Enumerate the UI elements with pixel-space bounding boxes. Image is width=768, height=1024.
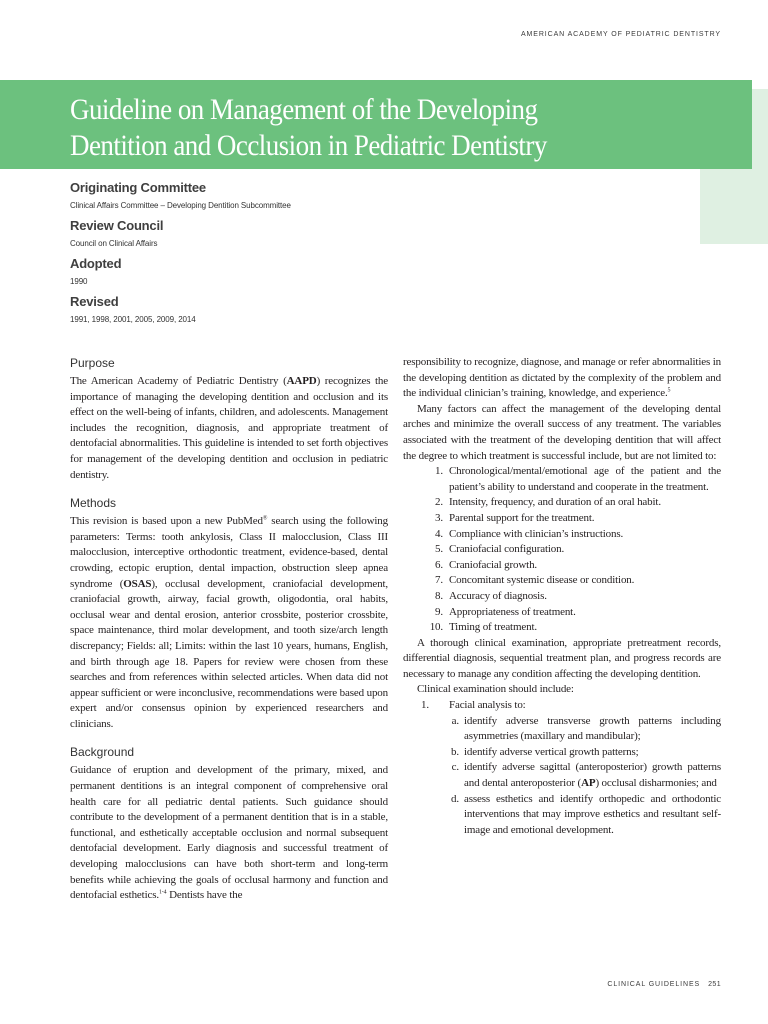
list-number: 3. <box>435 511 443 524</box>
citation-ref: 5 <box>667 387 671 394</box>
list-number: 10. <box>429 621 443 634</box>
purpose-heading: Purpose <box>70 356 115 370</box>
right-column <box>403 355 721 838</box>
list-text: Timing of treatment. <box>449 621 537 634</box>
running-head: AMERICAN ACADEMY OF PEDIATRIC DENTISTRY <box>520 31 721 38</box>
list-letter: a. <box>451 714 459 727</box>
list-text: Craniofacial growth. <box>449 558 538 571</box>
list-item <box>403 589 721 605</box>
list-item <box>403 527 721 543</box>
list-text: Craniofacial configuration. <box>449 543 565 556</box>
registered-mark: ® <box>262 515 268 522</box>
page-title-line-2: Dentition and Occlusion in Pediatric Dentistry <box>70 129 547 162</box>
list-number: 9. <box>435 605 443 618</box>
revised-heading: Revised <box>70 294 119 309</box>
list-item <box>403 698 721 714</box>
list-number: 8. <box>435 589 443 602</box>
methods-paragraph: This revision is based upon a new PubMed® search using the following parameters: Terms: tooth ankylosis, Class II malocclusion, Class III malocclusion, interceptive orthodontic treatment, evidence-based, dental crowding, ectopic eruption, dental impaction, obstruction sleep apnea syndrome (OSAS), occlusal development, craniofacial development, craniofacial growth, airway, facial growth, oligodontia, oral habits, occlusal wear and dental erosion, anterior crossbite, posterior crossbite, space maintenance, third molar development, and tooth size/arch length discrepancy; Fields: all; Limits: within the last 10 years, humans, English, and birth through age 18. Papers for review were chosen from these searches and from references within selected articles. When data did not appear sufficient or were inconclusive, recommendations were based upon expert and/or consensus opinion by experienced researchers and clinicians. <box>70 515 388 730</box>
list-letter: d. <box>451 792 459 805</box>
list-number: 2. <box>435 496 443 509</box>
footer-label: CLINICAL GUIDELINES <box>607 981 701 988</box>
originating-committee-heading: Originating Committee <box>70 180 206 195</box>
list-item <box>403 605 721 621</box>
adopted-value: 1990 <box>70 277 88 286</box>
list-text: Intensity, frequency, and duration of an oral habit. <box>449 496 661 509</box>
list-text: Parental support for the treatment. <box>449 511 595 524</box>
list-number: 4. <box>435 527 443 540</box>
list-item <box>403 620 721 636</box>
list-item <box>403 558 721 574</box>
list-letter: b. <box>451 745 459 758</box>
list-item <box>403 714 721 745</box>
ap-abbreviation: AP <box>581 777 596 790</box>
osas-abbreviation: OSAS <box>123 577 152 590</box>
list-text: identify adverse transverse growth patterns including asymmetries (maxillary and mandibular); <box>464 714 721 743</box>
list-text: Appropriateness of treatment. <box>449 605 576 618</box>
page-footer <box>607 981 721 988</box>
list-number: 1. <box>435 465 443 478</box>
facial-analysis-list <box>403 714 721 839</box>
background-heading: Background <box>70 745 135 760</box>
factors-intro-paragraph: Many factors can affect the management of the developing dental arches and minimize the overall success of any treatment. The variables associated with the treatment of the developing dentition that will affect the degree to which treatment is successful include, but are not limited to: <box>403 402 721 462</box>
list-text: Concomitant systemic disease or condition. <box>449 574 635 587</box>
list-item <box>403 495 721 511</box>
originating-committee-block <box>70 180 670 212</box>
list-number: 5. <box>435 543 443 556</box>
exam-list <box>403 698 721 714</box>
list-item <box>403 792 721 839</box>
list-item <box>403 760 721 791</box>
list-text: Chronological/mental/emotional age of the patient and the patient’s ability to understand and cooperate in the treatment. <box>449 465 721 493</box>
revised-value: 1991, 1998, 2001, 2005, 2009, 2014 <box>70 315 196 324</box>
review-council-heading: Review Council <box>70 218 164 233</box>
list-text: identify adverse vertical growth patterns; <box>464 745 639 758</box>
left-column <box>70 355 388 904</box>
methods-heading: Methods <box>70 496 117 511</box>
clinical-exam-paragraph: A thorough clinical examination, appropriate pretreatment records, differential diagnosis, sequential treatment plan, and progress records are necessary to manage any condition affecting the developing dentition. <box>403 636 721 680</box>
page-title <box>70 92 664 164</box>
list-item <box>403 745 721 761</box>
clinical-exam-intro: Clinical examination should include: <box>417 683 574 696</box>
list-number: 1. <box>421 699 429 712</box>
adopted-block <box>70 256 670 288</box>
list-text: identify adverse sagittal (anteroposterior) growth patterns and dental anteroposterior ( <box>464 761 721 790</box>
list-text: Facial analysis to: <box>449 699 526 712</box>
list-item <box>403 573 721 589</box>
review-council-value: Council on Clinical Affairs <box>70 239 158 248</box>
list-text: ) occlusal disharmonies; and <box>595 777 717 790</box>
factors-list <box>403 464 721 636</box>
list-text: Accuracy of diagnosis. <box>449 589 547 602</box>
list-number: 7. <box>435 574 443 587</box>
revised-block <box>70 294 670 326</box>
list-item <box>403 542 721 558</box>
list-item <box>403 464 721 495</box>
citation-ref: 1-4 <box>158 889 167 896</box>
review-council-block <box>70 218 670 250</box>
page-number: 251 <box>708 981 721 988</box>
list-number: 6. <box>435 558 443 571</box>
purpose-paragraph: The American Academy of Pediatric Dentistry (AAPD) recognizes the importance of managing the developing dentition and occlusion and its effect on the well-being of infants, children, and adolescents. Management includes the recognition, diagnosis, and appropriate treatment of dentofacial abnormalities. This guideline is intended to set forth objectives for management of the developing dentition and occlusion in pediatric dentistry. <box>70 375 389 481</box>
adopted-heading: Adopted <box>70 256 122 271</box>
background-continued-paragraph: responsibility to recognize, diagnose, and manage or refer abnormalities in the developing dentition as dictated by the complexity of the problem and the individual clinician’s training, knowledge, and experience.$^5$ <box>403 356 721 400</box>
list-text: Compliance with clinician’s instructions. <box>449 527 624 540</box>
list-text: assess esthetics and identify orthopedic and orthodontic interventions that may improve esthetics and resultant self-image and emotional development. <box>464 792 721 836</box>
aapd-abbreviation: AAPD <box>286 375 317 387</box>
list-item <box>403 511 721 527</box>
list-letter: c. <box>451 761 459 774</box>
page-title-line-1: Guideline on Management of the Developing <box>70 93 538 126</box>
background-paragraph: Guidance of eruption and development of the primary, mixed, and permanent dentitions is an integral component of comprehensive oral health care for all pediatric dental patients. Such guidance should contribute to the development of a permanent dentition that is in a stable, functional, and esthetically acceptable occlusion and normal subsequent dentofacial development. Early diagnosis and successful treatment of developing malocclusions can have both short-term and long-term benefits while achieving the goals of occlusal harmony and function and dentofacial esthetics.$^{1-4}$ Dentists have the <box>70 764 388 902</box>
originating-committee-value: Clinical Affairs Committee – Developing Dentition Subcommittee <box>70 201 291 210</box>
